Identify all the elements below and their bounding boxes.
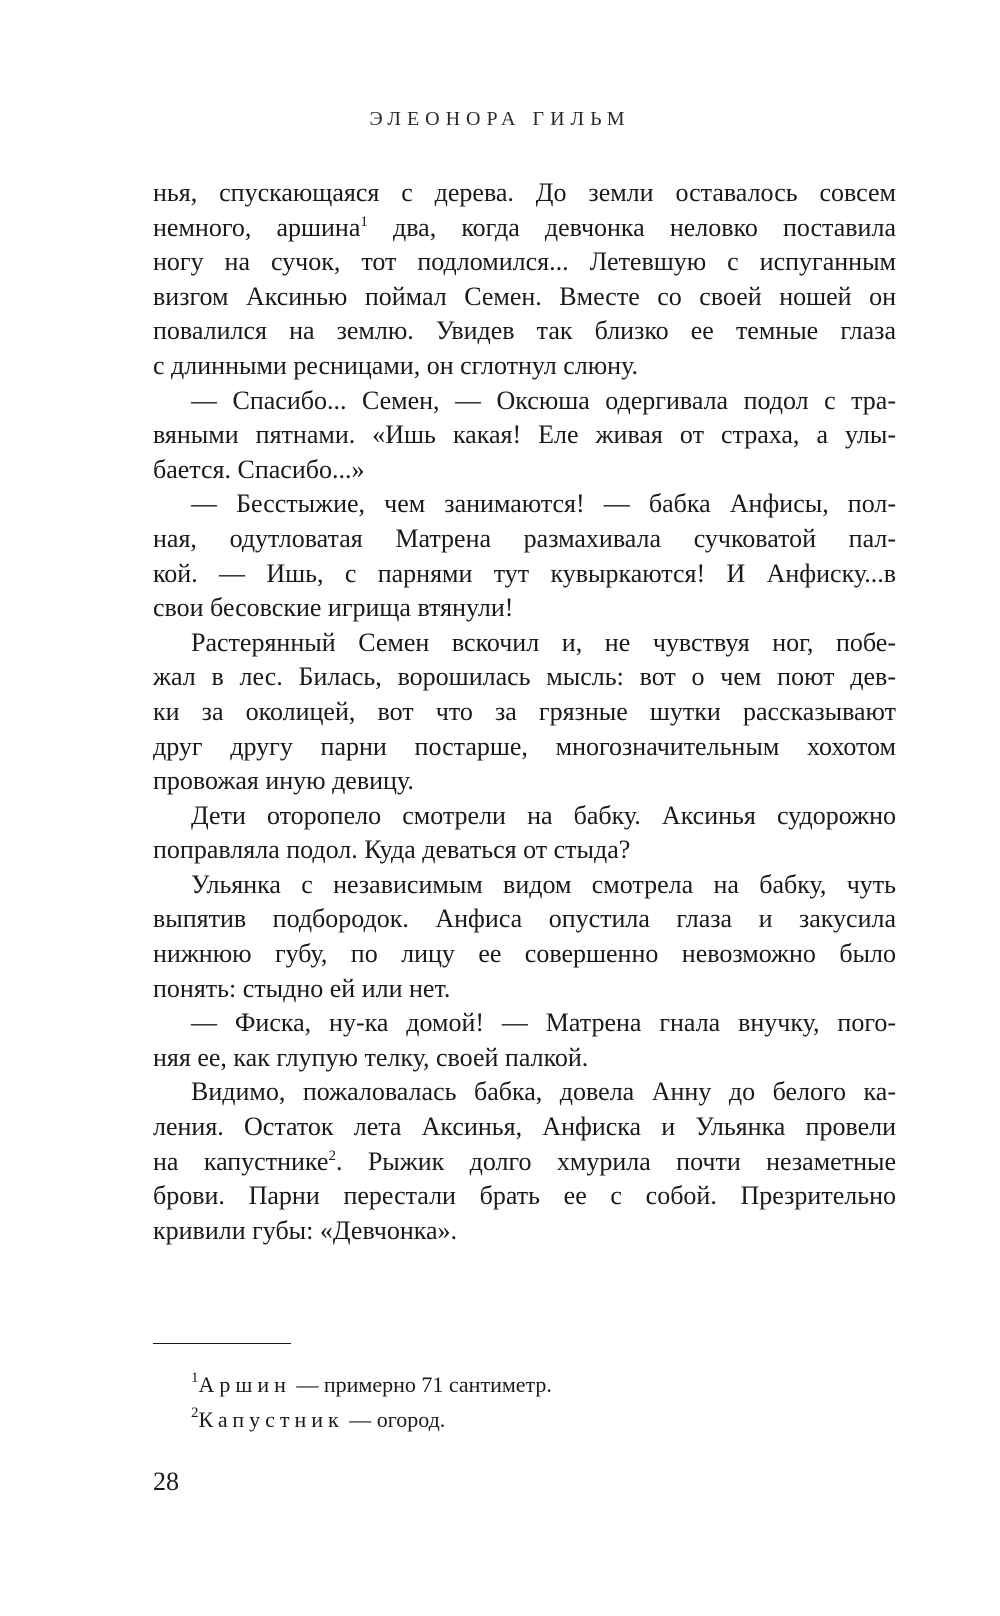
text-line: кой. — Ишь, с парнями тут кувыркаются! И Анфиску...в (153, 558, 896, 588)
footnote-definition: — примерно 71 сантиметр. (290, 1372, 552, 1397)
text-line: ки за околицей, вот что за грязные шутки рассказывают (153, 696, 896, 726)
text-line: ная, одутловатая Матрена размахивала сучковатой пал- (153, 523, 896, 553)
footnote-definition: — огород. (343, 1407, 446, 1432)
text-line: няя ее, как глупую телку, своей палкой. (153, 1042, 589, 1072)
text-line: с длинными ресницами, он сглотнул слюну. (153, 350, 638, 380)
footnote-term: Капустник (198, 1407, 344, 1432)
text-line: бается. Спасибо...» (153, 454, 365, 484)
text-line: Видимо, пожаловалась бабка, довела Анну до белого ка- (191, 1077, 896, 1107)
text-line: ногу на сучок, тот подломился... Летевшую с испуганным (153, 247, 896, 277)
text-line: Ульянка с независимым видом смотрела на бабку, чуть (191, 869, 896, 899)
footnote-ref-2: 2 (328, 1147, 336, 1164)
text-line: поправляла подол. Куда деваться от стыда? (153, 835, 631, 865)
footnote-mark: 2 (191, 1405, 199, 1421)
text-line: вяными пятнами. «Ишь какая! Еле живая от страха, а улы- (153, 420, 896, 450)
text-line: Растерянный Семен вскочил и, не чувствуя ног, побе- (191, 627, 896, 657)
footnote-ref-1: 1 (360, 213, 368, 230)
text-line: повалился на землю. Увидев так близко ее темные глаза (153, 316, 896, 346)
text-line: свои бесовские игрища втянули! (153, 593, 514, 623)
text-line: на капустнике$^2$. Рыжик долго хмурила почти незаметные (153, 1146, 897, 1176)
text-line: друг другу парни постарше, многозначительным хохотом (153, 731, 896, 761)
text-line: — Бесстыжие, чем занимаются! — бабка Анфисы, пол- (191, 489, 896, 519)
text-line: нижнюю губу, по лицу ее совершенно невозможно было (153, 939, 896, 969)
page-number: 28 (153, 1467, 179, 1496)
text-line: понять: стыдно ей или нет. (153, 973, 451, 1003)
text-line: Дети оторопело смотрели на бабку. Аксинья судорожно (191, 800, 896, 830)
footnote-mark: 1 (191, 1370, 199, 1386)
text-line: визгом Аксинью поймал Семен. Вместе со своей ношей он (153, 281, 896, 311)
text-line: брови. Парни перестали брать ее с собой. Презрительно (153, 1181, 896, 1211)
footnote-divider (153, 1343, 291, 1344)
text-line: провожая иную девицу. (153, 766, 414, 796)
running-head: ЭЛЕОНОРА ГИЛЬМ (369, 108, 631, 130)
footnote-1 (191, 1370, 552, 1400)
text-line: кривили губы: «Девчонка». (153, 1215, 458, 1245)
text-line: ления. Остаток лета Аксинья, Анфиска и Ульянка провели (153, 1112, 896, 1142)
footnote-term: Аршин (198, 1372, 291, 1397)
text-line: — Фиска, ну-ка домой! — Матрена гнала внучку, пого- (191, 1008, 896, 1038)
body-text (153, 176, 896, 1248)
text-line: нья, спускающаяся с дерева. До земли оставалось совсем (153, 178, 896, 207)
text-line: — Спасибо... Семен, — Оксюша одергивала подол с тра- (191, 385, 896, 415)
footnote-2 (191, 1405, 445, 1435)
text-line: жал в лес. Билась, ворошилась мысль: вот о чем поют дев- (153, 662, 896, 692)
text-line: выпятив подбородок. Анфиса опустила глаза и закусила (153, 904, 896, 934)
text-line: немного, аршина$^1$ два, когда девчонка неловко поставила (153, 212, 896, 242)
